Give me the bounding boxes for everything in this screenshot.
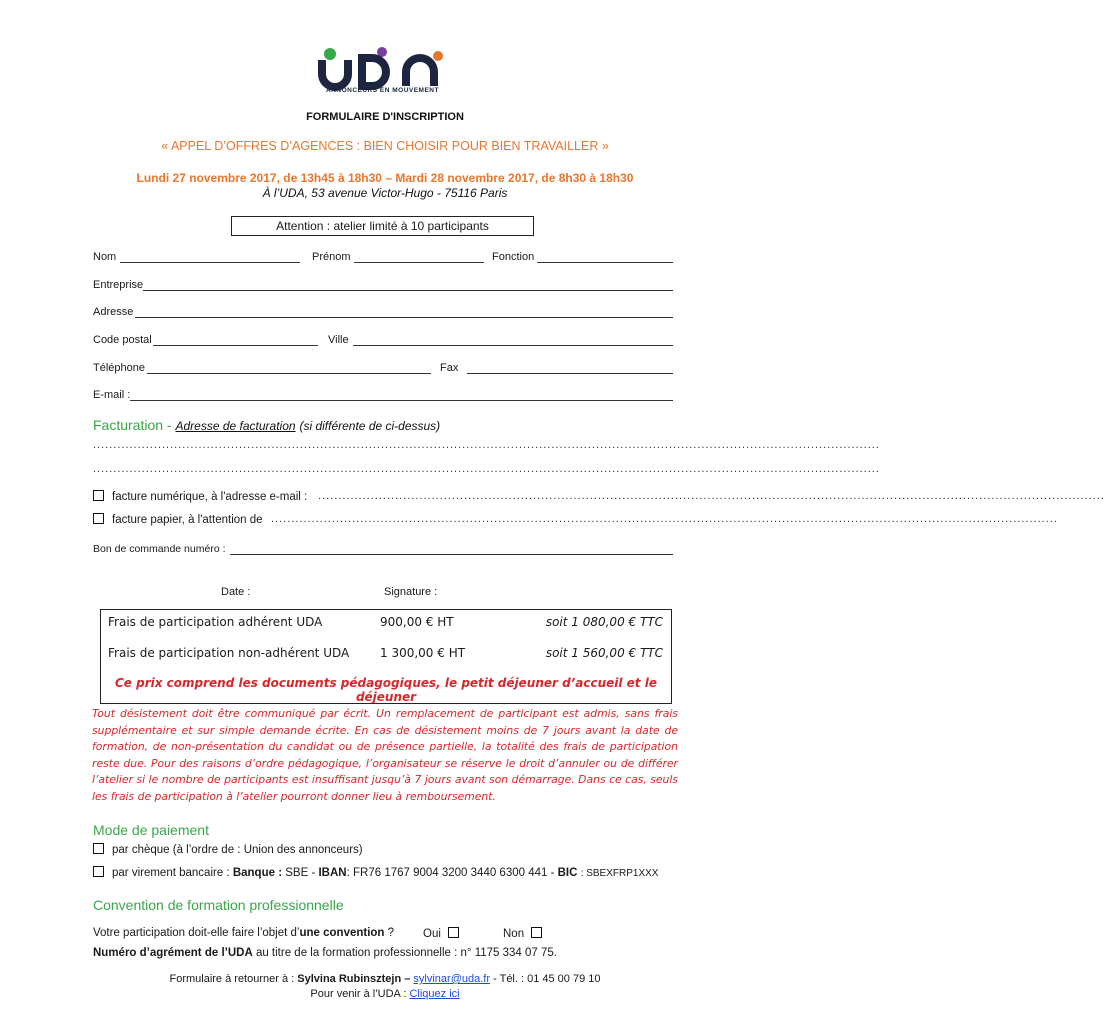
fax-label: Fax — [440, 362, 459, 374]
invoice-digital-label: facture numérique, à l'adresse e-mail : — [112, 491, 308, 503]
fonction-field[interactable] — [537, 262, 673, 263]
entreprise-label: Entreprise — [93, 279, 144, 291]
convention-question-suffix: ? — [384, 927, 395, 939]
fee-non-adherent-ttc: soit 1 560,00 € TTC — [545, 646, 663, 660]
fee-adherent-label: Frais de participation adhérent UDA — [108, 615, 323, 629]
banque-label: Banque : — [232, 867, 283, 879]
fees-included-note: Ce prix comprend les documents pédagogiques, le petit déjeuner d’accueil et le déjeuner — [115, 676, 657, 704]
iban-value: : FR76 1767 9004 3200 3440 6300 441 - — [346, 867, 555, 879]
invoice-attention-field[interactable]: .................................................................................................................................................................................................. — [271, 513, 1058, 525]
agrement-label: Numéro d’agrément de l’UDA — [93, 947, 253, 959]
checkbox-icon[interactable] — [93, 490, 104, 501]
facturation-note: (si différente de ci-dessus) — [299, 419, 441, 433]
adresse-label: Adresse — [93, 306, 134, 318]
invoice-paper-option[interactable] — [93, 513, 263, 526]
facturation-subtitle: Adresse de facturation — [175, 419, 296, 433]
attention-box: Attention : atelier limité à 10 participants — [231, 216, 534, 236]
agrement-text: au titre de la formation professionnelle : n° 1175 334 07 75. — [252, 947, 557, 959]
checkbox-icon[interactable] — [448, 927, 459, 938]
payment-cheque-label: par chèque (à l’ordre de : Union des annonceurs) — [112, 844, 363, 856]
date-label: Date : — [221, 586, 251, 598]
footer-contact-name: Sylvina Rubinsztejn – — [297, 973, 411, 985]
cancellation-policy: Tout désistement doit être communiqué par écrit. Un remplacement de participant est admis, sans frais supplémentaire et sur simple demande écrite. En cas de désistement moins de 7 jours avant la date de formation, de non-présentation du candidat ou de présence partielle, la totalité des frais de participation reste due. Pour des raisons d’ordre pédagogique, l’organisateur se réserve le droit d’annuler ou de différer l’atelier si le nombre de participants est insuffisant jusqu’à 7 jours avant son démarrage. Dans ce cas, seuls les frais de participation à l’atelier pourront donner lieu à remboursement. — [92, 707, 678, 803]
fee-adherent-ht: 900,00 € HT — [380, 615, 454, 629]
bon-commande-field[interactable] — [230, 554, 673, 555]
uda-logo — [318, 46, 454, 98]
banque-value: SBE - — [285, 867, 316, 879]
signature-label: Signature : — [384, 586, 438, 598]
telephone-label: Téléphone — [93, 362, 145, 374]
nom-field[interactable] — [120, 262, 300, 263]
invoice-paper-label: facture papier, à l'attention de — [112, 514, 263, 526]
payment-transfer-prefix: par virement bancaire : — [112, 867, 230, 879]
form-title: FORMULAIRE D'INSCRIPTION — [306, 111, 464, 123]
agrement-line — [93, 947, 557, 959]
logo-tagline: ANNONCEURS EN MOUVEMENT — [326, 87, 439, 94]
payment-transfer-option[interactable] — [93, 866, 658, 879]
footer-email-link[interactable]: sylvinar@uda.fr — [413, 973, 491, 985]
entreprise-field[interactable] — [143, 290, 673, 291]
fax-field[interactable] — [467, 373, 673, 374]
ville-label: Ville — [328, 334, 349, 346]
footer-tel: - Tél. : 01 45 00 79 10 — [493, 973, 601, 985]
convention-heading: Convention de formation professionnelle — [93, 897, 344, 913]
convention-question-prefix: Votre participation doit-elle faire l’objet d’ — [93, 927, 300, 939]
checkbox-icon[interactable] — [531, 927, 542, 938]
footer-return — [0, 973, 770, 985]
billing-address-line-1[interactable]: .................................................................................................................................................................................................. — [93, 439, 880, 451]
bic-value: : SBEXFRP1XXX — [580, 868, 659, 879]
convention-question — [93, 927, 394, 939]
bic-label: BIC — [557, 867, 578, 879]
fees-box — [100, 609, 672, 704]
convention-non-label: Non — [503, 928, 525, 940]
fee-adherent-ttc: soit 1 080,00 € TTC — [545, 615, 663, 629]
invoice-digital-option[interactable] — [93, 490, 307, 503]
checkbox-icon[interactable] — [93, 866, 104, 877]
invoice-email-field[interactable]: .................................................................................................................................................................................................. — [318, 490, 1105, 502]
bon-commande-label: Bon de commande numéro : — [93, 543, 226, 555]
convention-oui-label: Oui — [423, 928, 441, 940]
fee-non-adherent-ht: 1 300,00 € HT — [380, 646, 466, 660]
convention-question-bold: une convention — [299, 927, 385, 939]
telephone-field[interactable] — [147, 373, 431, 374]
checkbox-icon[interactable] — [93, 513, 104, 524]
prenom-field[interactable] — [354, 262, 484, 263]
nom-label: Nom — [93, 251, 117, 263]
payment-heading: Mode de paiement — [93, 822, 209, 838]
email-field[interactable] — [130, 400, 673, 401]
payment-cheque-option[interactable] — [93, 843, 363, 856]
billing-address-line-2[interactable]: .................................................................................................................................................................................................. — [93, 463, 880, 475]
footer-directions-link[interactable]: Cliquez ici — [409, 988, 460, 1000]
event-dates: Lundi 27 novembre 2017, de 13h45 à 18h30 – Mardi 28 novembre 2017, de 8h30 à 18h30 — [136, 171, 634, 185]
event-title: « APPEL D’OFFRES D’AGENCES : BIEN CHOISIR POUR BIEN TRAVAILLER » — [161, 139, 609, 153]
adresse-field[interactable] — [135, 317, 673, 318]
code-postal-label: Code postal — [93, 334, 152, 346]
convention-oui-option[interactable] — [423, 927, 467, 940]
facturation-title: Facturation - — [93, 417, 172, 433]
footer-return-prefix: Formulaire à retourner à : — [169, 973, 295, 985]
footer-come-prefix: Pour venir à l’UDA : — [310, 988, 407, 1000]
footer-directions — [0, 988, 770, 1000]
code-postal-field[interactable] — [153, 345, 318, 346]
fee-non-adherent-label: Frais de participation non-adhérent UDA — [108, 646, 350, 660]
checkbox-icon[interactable] — [93, 843, 104, 854]
email-label: E-mail : — [93, 389, 131, 401]
ville-field[interactable] — [353, 345, 673, 346]
convention-non-option[interactable] — [503, 927, 550, 940]
fonction-label: Fonction — [492, 251, 535, 263]
prenom-label: Prénom — [312, 251, 351, 263]
facturation-heading — [93, 417, 440, 433]
event-location: À l’UDA, 53 avenue Victor-Hugo - 75116 Paris — [262, 186, 508, 200]
iban-label: IBAN — [318, 867, 347, 879]
